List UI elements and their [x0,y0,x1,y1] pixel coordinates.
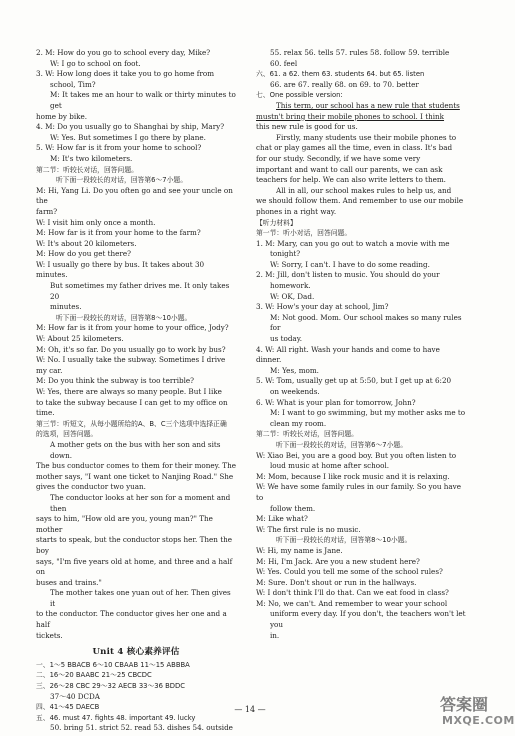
text-line: M: It's two kilometers. [50,153,133,163]
text-line: The conductor looks at her son for a moment and then [50,492,231,513]
text-line: 3. W: How's your day at school, Jim? [256,302,389,312]
text-line: farm? [36,206,58,216]
text-line: M: Not good. Mom. Our school makes so many rules for [270,312,462,333]
answer-line: 50. bring 51. strict 52. read 53. dishes 54. outside [50,723,233,733]
text-line: M: Hi, Yang Li. Do you often go and see your uncle on the [36,185,233,206]
text-line: home by bike. [36,111,88,121]
text-line: W: I don't think I'll do that. Can we eat food in class? [256,588,449,598]
text-line: to take the subway because I can get to my office on time. [36,397,228,418]
text-line: 2. M: How do you go to school every day, Mike? [36,48,211,57]
text-line: W: Yes, there are always so many people. But I like [36,387,222,396]
text-line: buses and trains." [36,577,102,587]
text-line: this new rule is good for us. [256,122,358,132]
text-line: we should follow them. And remember to use our mobile [256,196,464,206]
answer-line: 一、1～5 BBACB 6～10 CBAAB 11～15 ABBBA [36,660,190,669]
text-line: M: Yes, mom. [270,365,319,375]
text-line: M: Mom, because I like rock music and it is relaxing. [256,471,450,481]
text-line: 【听力材料】 [256,218,297,227]
text-line: phones in a right way. [256,206,337,216]
text-line: A mother gets on the bus with her son and sits down. [50,439,221,460]
text-line: 55. relax 56. tells 57. rules 58. follow 59. terrible [270,48,450,57]
text-line: Firstly, many students use their mobile phones to [276,132,457,142]
text-line: 60. feel [270,58,298,68]
text-line: 2. M: Jill, don't listen to music. You should do your [256,270,440,280]
watermark-logo [440,692,515,736]
text-line: to the conductor. The conductor gives her one and a half [36,609,227,630]
text-line: for our study. Secondly, if we have some very [256,153,421,163]
answer-line: 二、16～20 BAABC 21～25 CBCDC [36,671,152,680]
left-column [36,48,236,734]
text-line: us today. [270,334,303,344]
text-line: M: Sure. Don't shout or run in the hallways. [256,577,417,587]
text-line: This term, our school has a new rule that students [276,100,460,110]
text-line: school, Tim? [50,79,96,89]
page-number: — 14 — [234,705,266,714]
watermark-url: MXQE.COM [442,714,515,727]
text-line: W: Yes. But sometimes I go there by plane. [50,132,206,142]
text-line: 听下面一段较长的对话，回答第8～10小题。 [56,313,192,322]
text-line: starts to speak, but the conductor stops her. Then the boy [36,535,232,555]
answer-line: 四、41～45 DAECB [36,703,100,712]
text-line: W: OK, Dad. [270,291,315,301]
text-line: M: How far is it from your home to your office, Jody? [36,323,229,333]
text-line: But sometimes my father drives me. It only takes 20 [50,281,230,301]
text-line: All in all, our school makes rules to help us, and [276,185,452,195]
text-line: M: How far is it from your home to the farm? [36,228,201,238]
text-line: W: I usually go there by bus. It takes about 30 minutes. [36,259,205,280]
text-line: follow them. [270,503,316,513]
text-line: teachers for help. We can also write letters to them. [256,175,446,185]
text-line: W: The first rule is no music. [256,524,361,534]
text-line: clean my room. [270,418,327,428]
text-line: W: No. I usually take the subway. Sometimes I drive my car. [36,355,226,375]
text-line: loud music at home after school. [270,461,390,471]
text-line: W: I visit him only once a month. [36,217,156,227]
text-line: M: Oh, it's so far. Do you usually go to work by bus? [36,344,226,354]
watermark-logo-text: 答案圈 [440,695,489,714]
text-line: W: It's about 20 kilometers. [36,238,137,248]
text-line: 5. W: Tom, usually get up at 5:50, but I get up at 6:20 [256,376,452,386]
text-line: important and want to call our parents, we can ask [256,164,443,174]
text-line: on weekends. [270,387,320,396]
unit-title: Unit 4 核心素养评估 [92,647,180,658]
text-line: chat or play games all the time, even in class. It's bad [256,143,453,153]
text-line: says to him, "How old are you, young man?" The mother [36,514,213,534]
answer-key-block [36,660,236,734]
text-line: minutes. [50,302,82,312]
text-line: M: I want to go swimming, but my mother asks me to [270,408,466,418]
answer-line: 37～40 DCDA [50,691,100,701]
answer-line: 五、46. must 47. fights 48. important 49. lucky [36,713,196,722]
text-line: M: Hi, I'm Jack. Are you a new student here? [256,556,420,566]
text-line: M: Like what? [256,514,308,524]
text-line: The mother takes one yuan out of her. Then gives it [50,588,231,608]
text-line: tonight? [270,249,301,259]
text-line: 1. M: Mary, can you go out to watch a movie with me [256,238,450,248]
text-line: M: No, we can't. And remember to wear your school [256,598,448,608]
right-text-block [256,48,466,641]
text-line: 的选项，回答问题。 [36,430,98,439]
text-line: 第二节：听较长对话，回答问题。 [36,165,138,174]
left-text-block [36,48,236,641]
text-line: 听下面一段较长的对话，回答第6～7小题。 [56,176,187,185]
text-line: tickets. [36,630,63,640]
text-line: 66. are 67. really 68. on 69. to 70. better [270,79,419,89]
text-line: W: I go to school on foot. [50,58,141,68]
text-line: 5. W: How far is it from your home to school? [36,143,202,153]
text-line: 第三节：听短文，从每小题所给的A、B、C三个选项中选择正确 [36,419,227,428]
text-line: W: Hi, my name is Jane. [256,545,343,555]
right-column [256,48,466,641]
text-line: W: About 25 kilometers. [36,334,124,344]
text-line: 4. W: All right. Wash your hands and come to have dinner. [256,344,440,365]
text-line: M: Do you think the subway is too terrible? [36,376,195,386]
text-line: 第二节：听较长对话，回答问题。 [256,430,358,439]
text-line: The bus conductor comes to them for their money. The [36,461,236,471]
text-line: 3. W: How long does it take you to go home from [36,69,215,79]
text-line: says, "I'm five years old at home, and three and a half on [36,556,233,577]
text-line: W: We have some family rules in our family. So you have to [256,482,461,502]
answer-line: 三、26～28 CBC 29～32 AECB 33～36 BDDC [36,682,185,691]
text-line: W: Yes. Could you tell me some of the school rules? [256,567,443,577]
text-line: mustn't bring their mobile phones to school. I think [256,111,445,121]
text-line: 听下面一段较长的对话，回答第6～7小题。 [276,440,407,449]
text-line: M: How do you get there? [36,249,131,259]
text-line: 听下面一段较长的对话，回答第8～10小题。 [276,536,412,545]
text-line: M: It takes me an hour to walk or thirty minutes to get [50,90,236,110]
text-line: W: Xiao Bei, you are a good boy. But you often listen to [256,450,457,460]
text-line: 七、One possible version: [256,91,343,100]
text-line: 六、61. a 62. them 63. students 64. but 65. listen [256,70,425,79]
text-line: mother says, "I want one ticket to Nanjing Road." She [36,471,234,481]
text-line: 第一节：听小对话，回答问题。 [256,229,352,238]
text-line: 6. W: What is your plan for tomorrow, John? [256,397,416,407]
text-line: in. [270,630,280,640]
text-line: homework. [270,281,311,291]
text-line: uniform every day. If you don't, the teachers won't let you [270,609,466,630]
text-line: gives the conductor two yuan. [36,482,146,492]
text-line: W: Sorry, I can't. I have to do some reading. [270,259,430,269]
text-line: 4. M: Do you usually go to Shanghai by ship, Mary? [36,122,225,132]
